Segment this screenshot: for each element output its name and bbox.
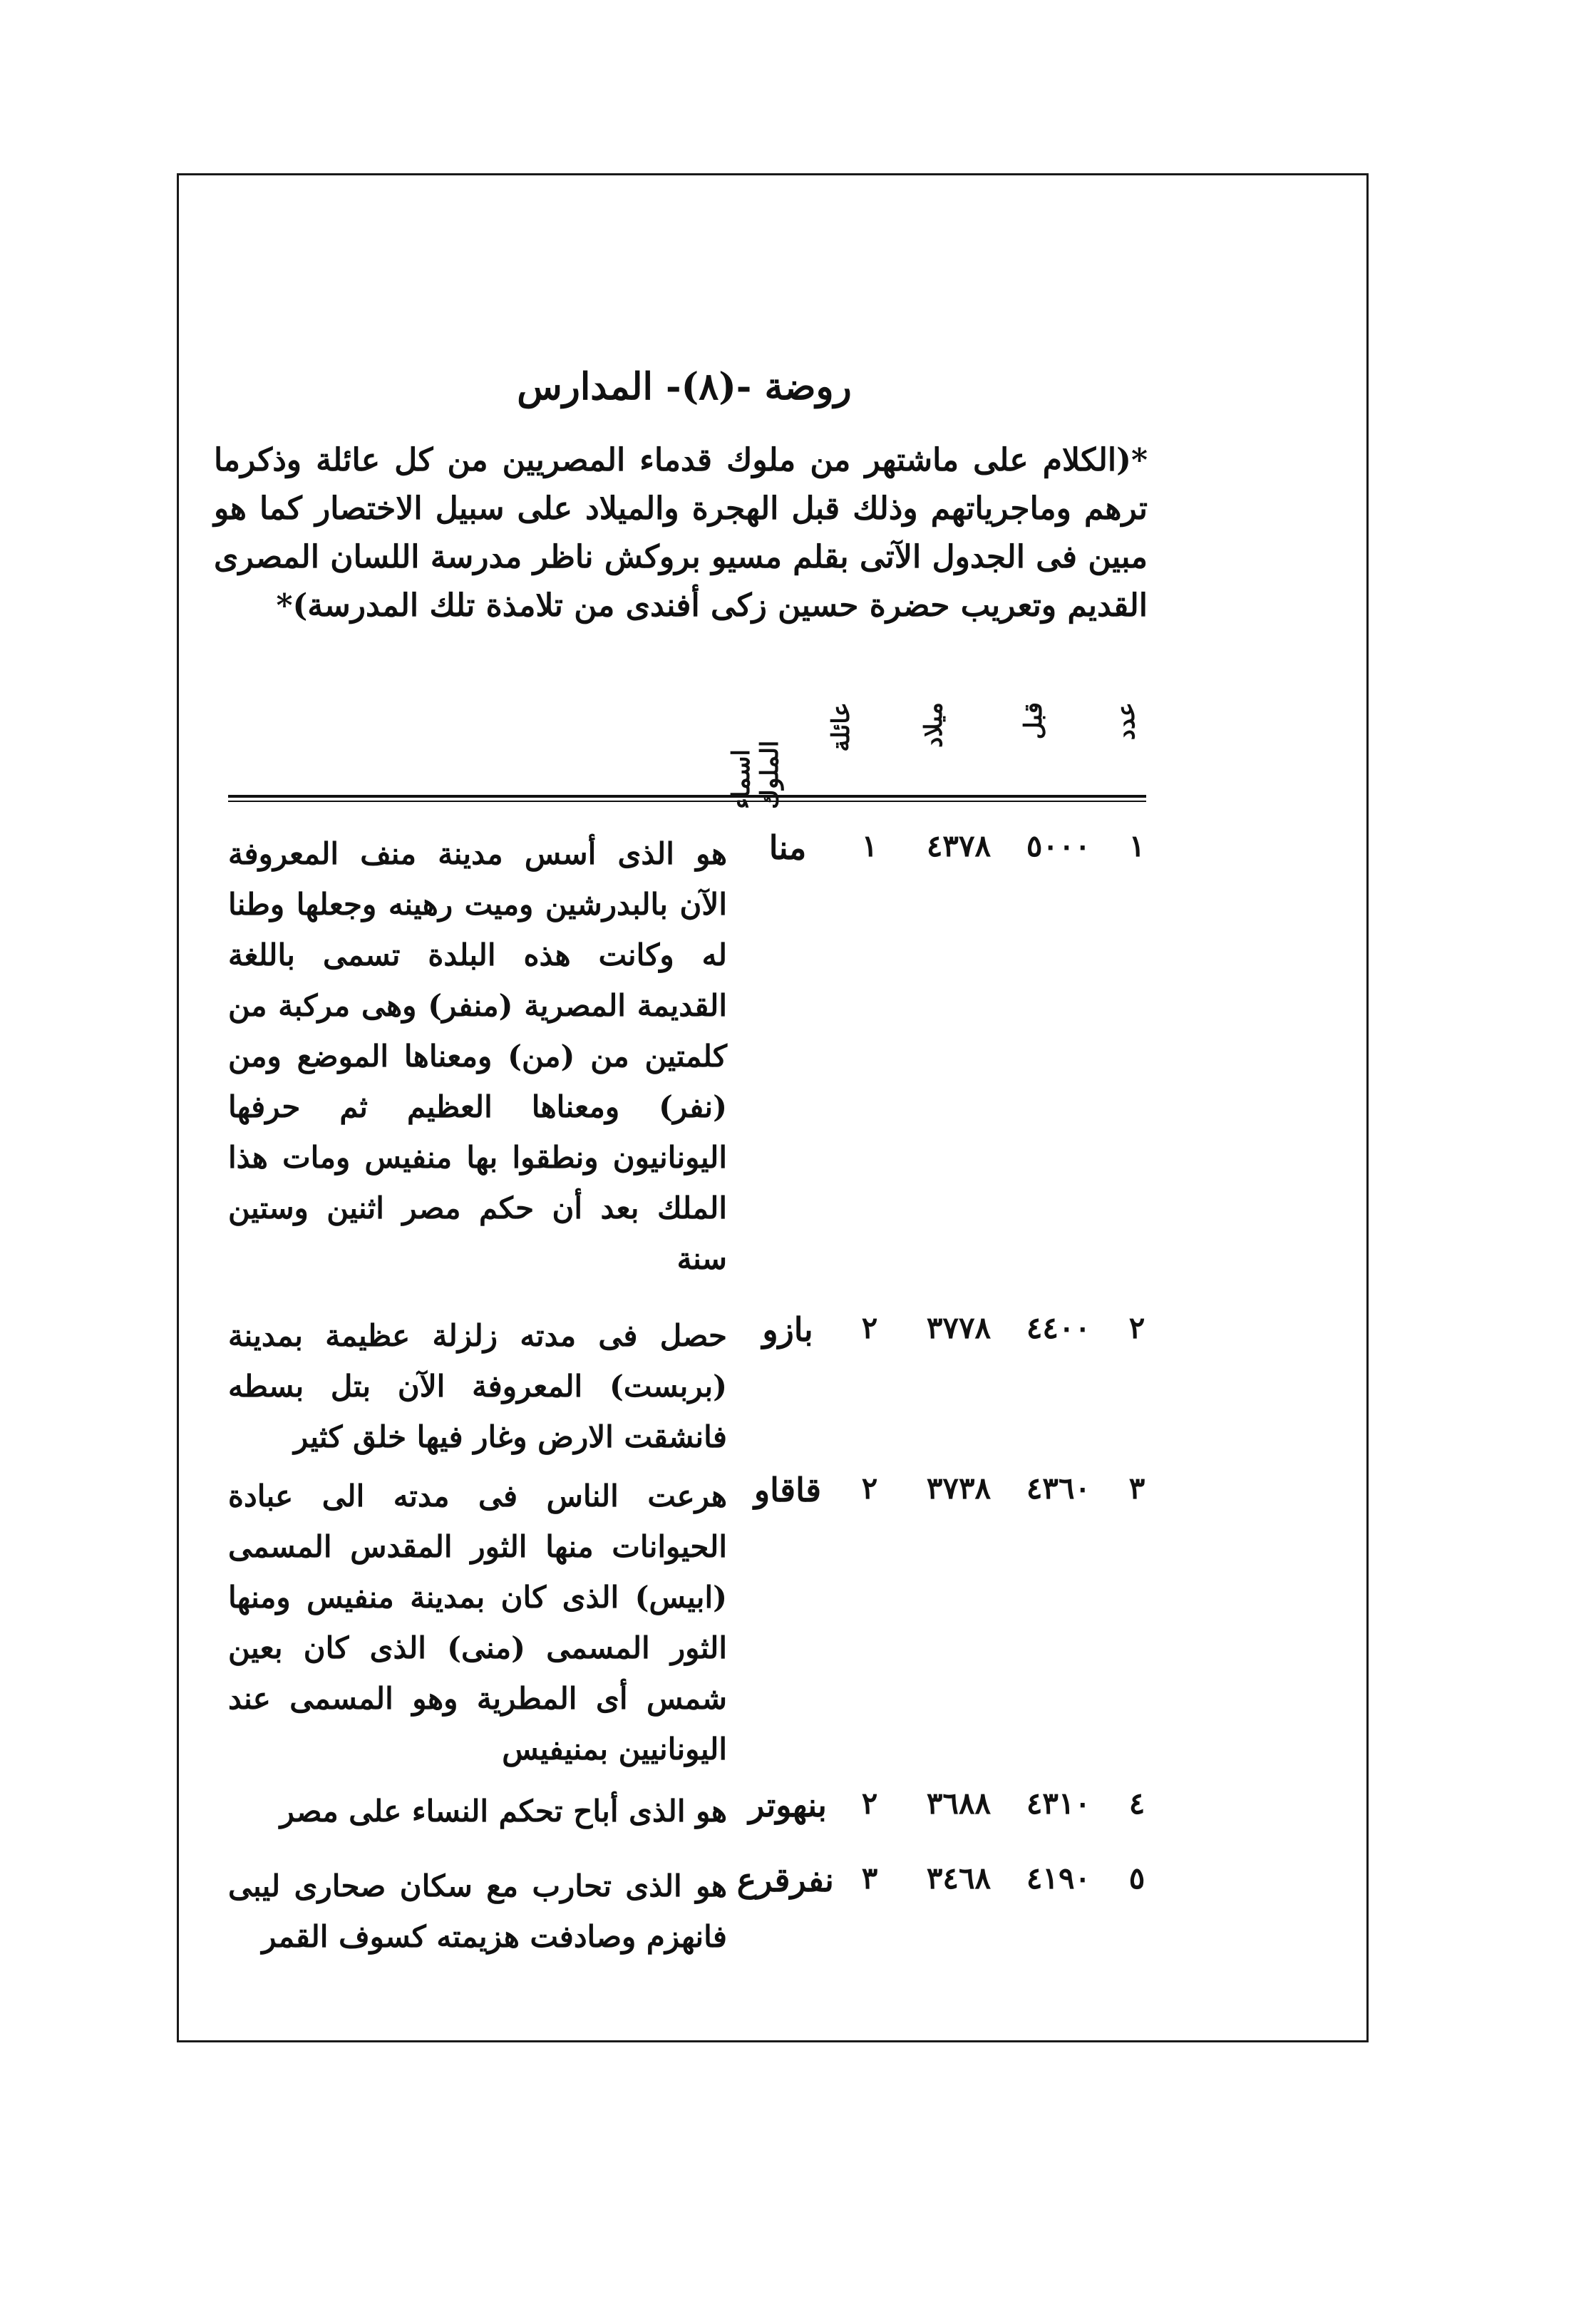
row-year-a: ٤٤٠٠	[1026, 1310, 1091, 1345]
row-year-b: ٣٧٣٨	[926, 1471, 992, 1506]
row-year-b: ٤٣٧٨	[926, 828, 992, 863]
row-king-name: بنهوتر	[748, 1786, 827, 1824]
row-description: حصل فى مدته زلزلة عظيمة بمدينة (بربست) المعروفة الآن بتل بسطه فانشقت الارض وغار فيها خلق كثير	[228, 1318, 727, 1454]
row-index: ٤	[1128, 1786, 1145, 1821]
column-header-index: عدد	[1112, 702, 1140, 741]
row-index: ١	[1128, 828, 1145, 863]
intro-paragraph: *(الكلام على ماشتهر من ملوك قدماء المصريين من كل عائلة وذكرما ترهم وماجرياتهم وذلك قبل الهجرة والميلاد على سبيل الاختصار كما هو مبين فى الجدول الآتى بقلم مسيو بروكش ناظر مدرسة اللسان المصرى القديم وتعريب حضرة حسين زكى أفندى من تلامذة تلك المدرسة)*	[214, 442, 1148, 624]
row-family: ٢	[861, 1310, 878, 1345]
row-index: ٢	[1128, 1310, 1145, 1345]
row-year-a: ٥٠٠٠	[1026, 828, 1091, 863]
row-family: ٢	[861, 1786, 878, 1821]
row-king-name: منا	[768, 828, 807, 867]
row-description: هو الذى تحارب مع سكان صحارى ليبى فانهزم وصادفت هزيمته كسوف القمر	[228, 1868, 727, 1954]
column-header-family: عائلة	[827, 702, 855, 752]
page-title: روضة -(٨)- المدارس	[517, 365, 852, 408]
row-year-b: ٣٧٧٨	[926, 1310, 992, 1345]
row-description: هو الذى أسس مدينة منف المعروفة الآن بالبدرشين وميت رهينه وجعلها وطنا له وكانت هذه البلدة تسمى باللغة القديمة المصرية (منفر) وهى مركبة من كلمتين من (من) ومعناها الموضع ومن (نفر) ومعناها العظيم ثم حرفها اليونانيون ونطقوا بها منفيس ومات هذا الملك بعد أن حكم مصر اثنين وستين سنة	[228, 836, 727, 1276]
row-index: ٣	[1128, 1471, 1145, 1506]
row-family: ٣	[861, 1861, 878, 1896]
row-family: ٢	[861, 1471, 878, 1506]
row-year-b: ٣٤٦٨	[926, 1861, 992, 1896]
column-header-year-b: ميلاد	[920, 702, 948, 748]
row-year-a: ٤١٩٠	[1026, 1861, 1091, 1896]
row-year-a: ٤٣١٠	[1026, 1786, 1091, 1821]
row-family: ١	[861, 828, 878, 863]
column-headers	[684, 702, 1155, 809]
row-king-name: بازو	[762, 1310, 813, 1349]
column-header-year-a: قبل	[1019, 702, 1048, 740]
column-header-name: اسماء الملوك	[727, 740, 784, 809]
row-king-name: قاقاو	[753, 1471, 822, 1509]
row-index: ٥	[1128, 1861, 1145, 1896]
row-year-b: ٣٦٨٨	[926, 1786, 992, 1821]
row-description: هو الذى أباح تحكم النساء على مصر	[279, 1794, 727, 1829]
row-description: هرعت الناس فى مدته الى عبادة الحيوانات منها الثور المقدس المسمى (ابيس) الذى كان بمدينة منفيس ومنها الثور المسمى (منى) الذى كان بعين شمس أى المطرية وهو المسمى عند اليونانيين بمنيفيس	[228, 1479, 727, 1767]
header-rule	[228, 795, 1146, 802]
row-king-name: نفرقرع	[736, 1861, 834, 1899]
row-year-a: ٤٣٦٠	[1026, 1471, 1091, 1506]
